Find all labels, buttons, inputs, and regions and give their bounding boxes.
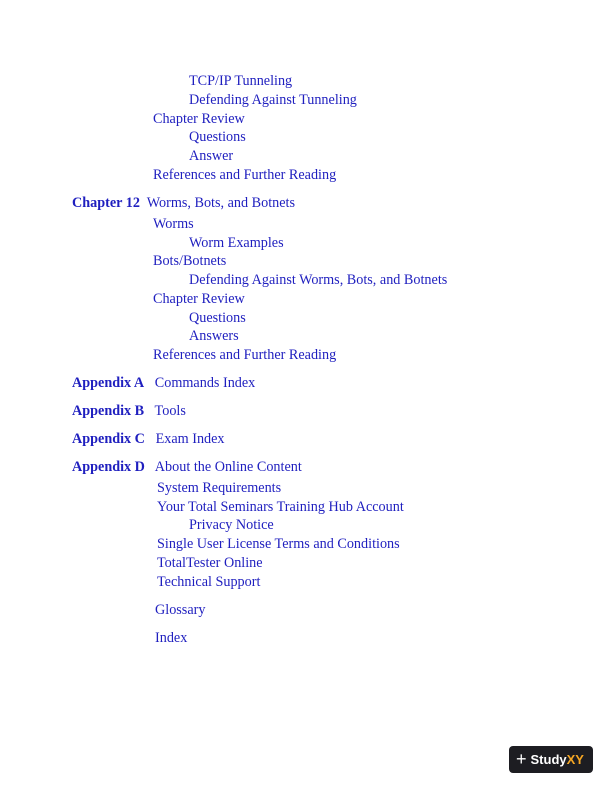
appendix-label: Appendix C: [72, 431, 145, 447]
toc-defending-worms[interactable]: Defending Against Worms, Bots, and Botnets: [189, 272, 448, 288]
toc-questions[interactable]: Questions: [189, 310, 246, 326]
toc-glossary[interactable]: Glossary: [155, 602, 206, 618]
toc-appendix-c[interactable]: [72, 430, 225, 448]
toc-totaltester[interactable]: TotalTester Online: [157, 555, 263, 571]
appendix-label: Appendix B: [72, 403, 145, 419]
toc-worm-examples[interactable]: Worm Examples: [189, 235, 284, 251]
toc-questions[interactable]: Questions: [189, 129, 246, 145]
toc-appendix-a[interactable]: [72, 374, 255, 392]
studyxy-badge[interactable]: [509, 746, 593, 773]
plus-icon: +: [516, 749, 527, 769]
toc-system-requirements[interactable]: System Requirements: [157, 480, 282, 496]
toc-worms[interactable]: Worms: [153, 216, 194, 232]
toc-references[interactable]: References and Further Reading: [153, 167, 337, 183]
appendix-label: Appendix A: [72, 375, 145, 391]
toc-license[interactable]: Single User License Terms and Conditions: [157, 536, 400, 552]
appendix-label: Appendix D: [72, 459, 145, 475]
appendix-title: Commands Index: [154, 375, 256, 391]
chapter-label: Chapter 12: [72, 195, 140, 211]
toc-appendix-d[interactable]: [72, 458, 302, 476]
toc-technical-support[interactable]: Technical Support: [157, 574, 261, 590]
brand-study: Study: [530, 752, 567, 767]
appendix-title: Tools: [154, 403, 186, 419]
toc-chapter-12[interactable]: [72, 194, 295, 212]
toc-tcpip-tunneling[interactable]: TCP/IP Tunneling: [189, 73, 293, 89]
toc-privacy-notice[interactable]: Privacy Notice: [189, 517, 274, 533]
toc-index[interactable]: Index: [155, 630, 188, 646]
toc-chapter-review[interactable]: Chapter Review: [153, 111, 245, 127]
toc-chapter-review[interactable]: Chapter Review: [153, 291, 245, 307]
chapter-title: Worms, Bots, and Botnets: [146, 195, 295, 211]
toc-references[interactable]: References and Further Reading: [153, 347, 337, 363]
appendix-title: Exam Index: [155, 431, 225, 447]
brand-xy: XY: [566, 752, 584, 767]
toc-appendix-b[interactable]: [72, 402, 186, 420]
toc-bots-botnets[interactable]: Bots/Botnets: [153, 253, 227, 269]
toc-hub-account[interactable]: Your Total Seminars Training Hub Account: [157, 499, 404, 515]
toc-answers[interactable]: Answers: [189, 328, 239, 344]
appendix-title: About the Online Content: [154, 459, 302, 475]
toc-defending-tunneling[interactable]: Defending Against Tunneling: [189, 92, 357, 108]
toc-answer[interactable]: Answer: [189, 148, 234, 164]
